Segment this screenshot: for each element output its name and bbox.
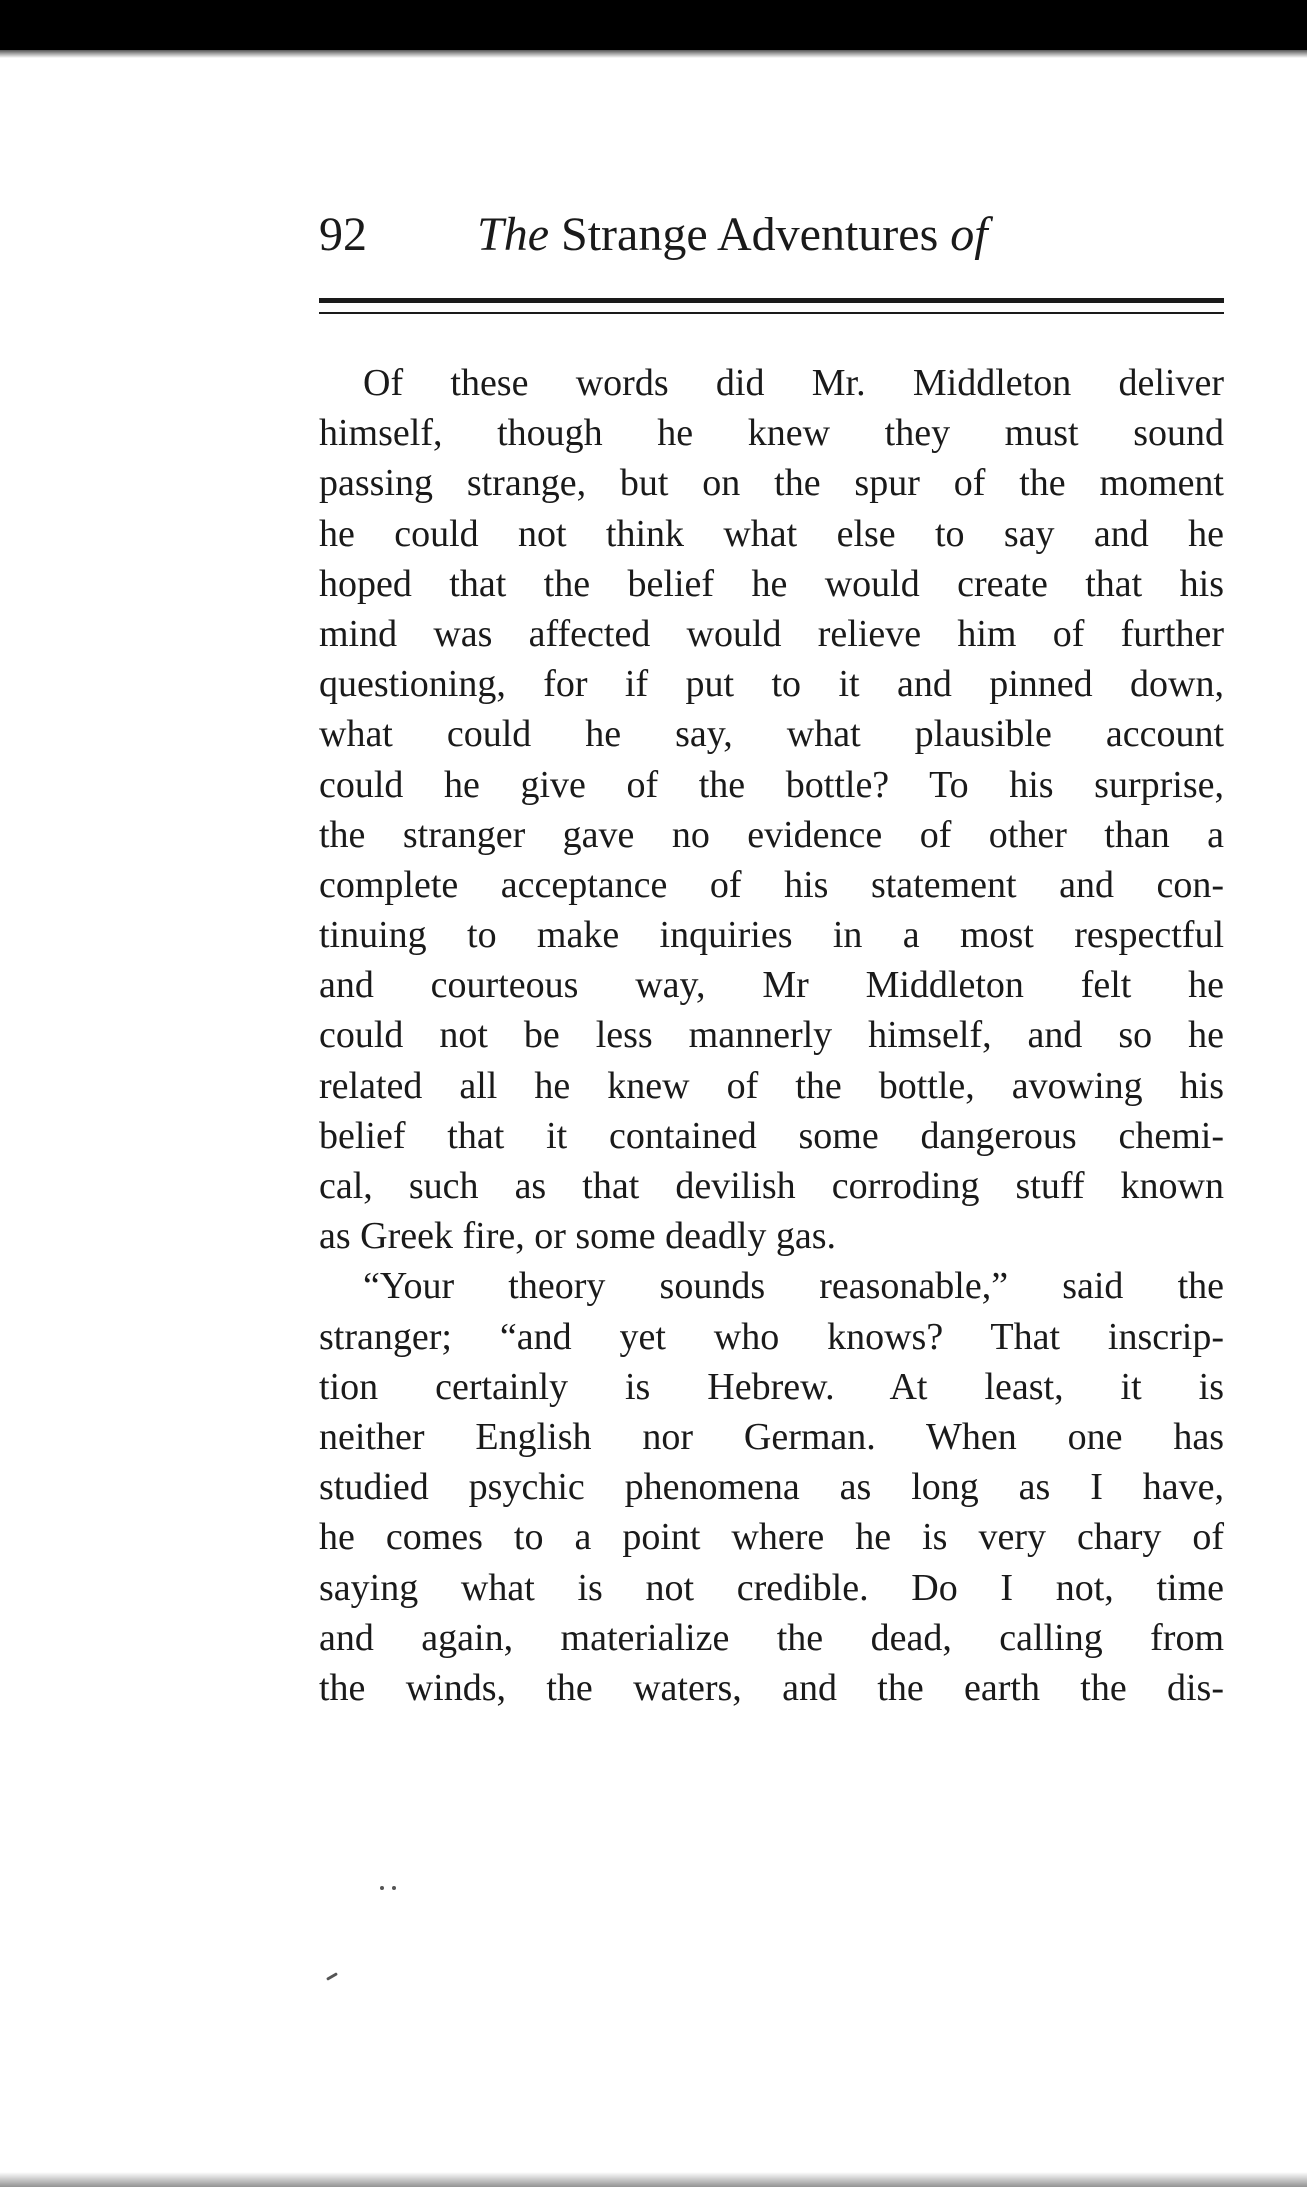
text-line: stranger; “and yet who knows? That inscrip- xyxy=(319,1315,1224,1358)
paragraph-1 xyxy=(319,358,1224,1261)
running-head xyxy=(477,200,988,270)
body-text xyxy=(319,358,1224,1713)
text-line: neither English nor German. When one has xyxy=(319,1415,1224,1458)
scan-speck xyxy=(392,1886,396,1890)
text-line: passing strange, but on the spur of the moment xyxy=(319,462,1224,505)
text-line: tinuing to make inquiries in a most respectful xyxy=(319,914,1224,957)
header-rule-thick xyxy=(319,298,1224,303)
text-line: and courteous way, Mr Middleton felt he xyxy=(319,964,1224,1007)
text-line: belief that it contained some dangerous chemi- xyxy=(319,1114,1224,1157)
scan-speck xyxy=(326,1972,338,1981)
text-line: tion certainly is Hebrew. At least, it is xyxy=(319,1365,1224,1408)
scan-top-border xyxy=(0,0,1307,50)
running-head-title: Strange Adventures xyxy=(561,208,939,261)
text-line: himself, though he knew they must sound xyxy=(319,412,1224,455)
text-line: mind was affected would relieve him of further xyxy=(319,612,1224,655)
text-line: could not be less mannerly himself, and so he xyxy=(319,1014,1224,1057)
text-line: related all he knew of the bottle, avowing his xyxy=(319,1064,1224,1107)
scan-speck xyxy=(380,1886,384,1890)
page-header xyxy=(319,200,1224,270)
text-line: he could not think what else to say and he xyxy=(319,512,1224,555)
page-number: 92 xyxy=(319,208,367,261)
text-line: could he give of the bottle? To his surprise, xyxy=(319,763,1224,806)
text-line: complete acceptance of his statement and con- xyxy=(319,863,1224,906)
text-line: Of these words did Mr. Middleton deliver xyxy=(363,362,1224,404)
text-line: saying what is not credible. Do I not, time xyxy=(319,1566,1224,1609)
running-head-the: The xyxy=(477,208,549,261)
text-line: and again, materialize the dead, calling from xyxy=(319,1616,1224,1659)
text-line: the winds, the waters, and the earth the dis- xyxy=(319,1666,1224,1709)
scan-top-shadow xyxy=(0,50,1307,58)
text-line: cal, such as that devilish corroding stuff known xyxy=(319,1165,1224,1207)
text-line: studied psychic phenomena as long as I have, xyxy=(319,1466,1224,1509)
running-head-of: of xyxy=(950,208,988,261)
text-line: hoped that the belief he would create that his xyxy=(319,562,1224,605)
text-line: as Greek fire, or some deadly gas. xyxy=(319,1215,837,1258)
paragraph-2 xyxy=(319,1261,1224,1713)
text-line: he comes to a point where he is very chary of xyxy=(319,1516,1224,1559)
text-line: the stranger gave no evidence of other than a xyxy=(319,813,1224,856)
scan-bottom-edge xyxy=(0,2172,1307,2187)
header-rule-thin xyxy=(319,312,1224,314)
text-line: what could he say, what plausible account xyxy=(319,713,1224,756)
text-line: questioning, for if put to it and pinned down, xyxy=(319,663,1224,706)
text-line: “Your theory sounds reasonable,” said the xyxy=(363,1265,1224,1308)
